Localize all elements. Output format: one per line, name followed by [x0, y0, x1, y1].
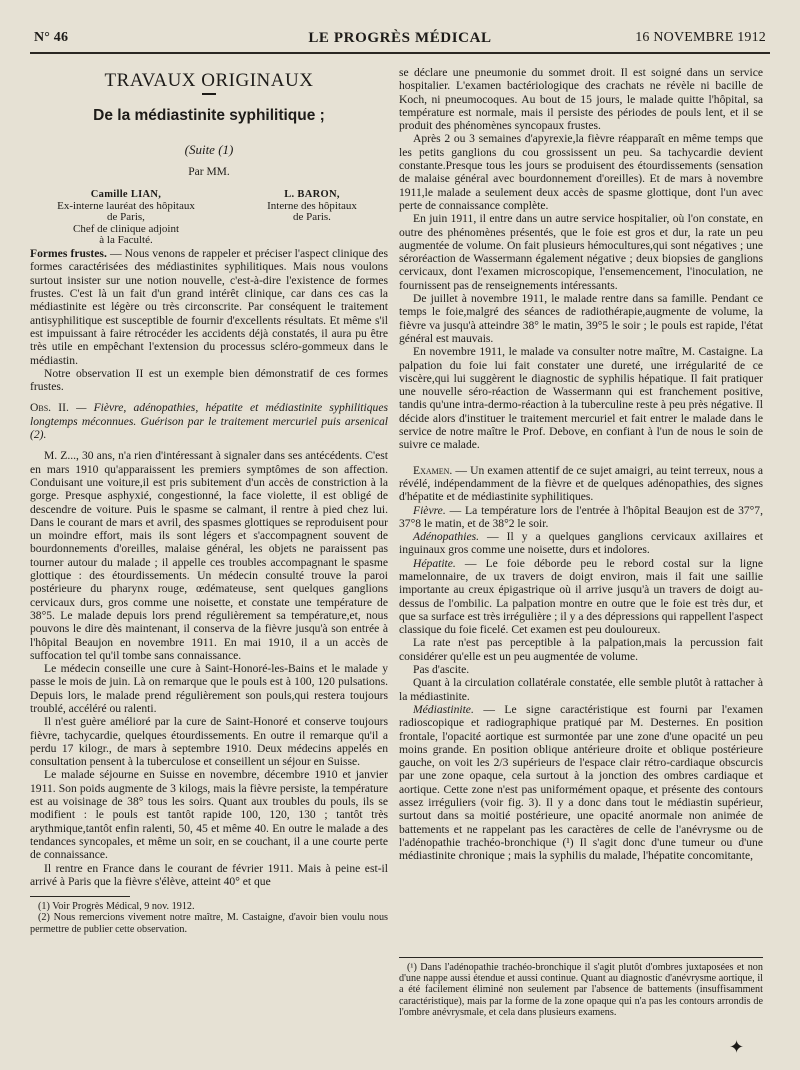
- paragraph: [399, 703, 763, 863]
- run-in-heading: Hépatite.: [413, 556, 456, 570]
- paragraph-text: — La température lors de l'entrée à l'hôpital Beaujon est de 37°7, 37°8 le matin, et de 38°2 le soir.: [399, 503, 763, 530]
- author-baron: [238, 189, 386, 224]
- title-dash: [202, 93, 216, 95]
- paragraph: En novembre 1911, le malade va consulter notre maître, M. Castaigne. La palpation du foie lui fait constater une dureté, une irrégularité de ce viscère,qui lui suggèrent le diagnostic de syphilis hépatique. Il fait pratiquer une nouvelle séro-réaction de Wassermann qui est franchement positive, tandis qu'une intra-dermo-réaction à la tuberculine reste à peu près négative. Il décide alors d'instituer le traitement mercuriel et fait entrer le malade dans le service de notre maître le Prof. Debove, en confiant à l'un de nous le soin de suivre ce malade.: [399, 345, 763, 452]
- author-line: de Paris,: [107, 211, 145, 224]
- paragraph: Quant à la circulation collatérale constatée, elle semble plutôt à rattacher à la médiastinite.: [399, 676, 763, 703]
- journal-name: LE PROGRÈS MÉDICAL: [308, 30, 492, 46]
- footnote-rule: [399, 957, 763, 958]
- author-line: à la Faculté.: [99, 234, 153, 247]
- paragraph: [30, 247, 388, 367]
- paragraph-text: — Il y a quelques ganglions cervicaux axillaires et inguinaux gros comme une noisette, durs et indolores.: [399, 530, 763, 557]
- obs-title: — Fièvre, adénopathies, hépatite et médiastinite syphilitiques longtemps méconnues. Guérison par le traitement mercuriel puis arsenical (2).: [30, 401, 388, 442]
- ornament-icon: ✦: [729, 1037, 745, 1057]
- paragraph: Après 2 ou 3 semaines d'apyrexie,la fièvre réapparaît en même temps que les petits ganglions du cou grossissent un peu. Sa tachycardie devient constante.Presque tous les jours se produisent des étourdissements (sensation de malaise général avec bourdonnement d'oreilles). Et de mars à novembre 1911,le malade a seulement deux accès de spasme glottique, dont l'un avec perte de connaissance complète.: [399, 132, 763, 212]
- paragraph: De juillet à novembre 1911, le malade rentre dans sa famille. Pendant ce temps le foie,malgré des séances de radiothérapie,augmente de volume, la fièvre va jusqu'à atteindre 38° le matin, 39°5 le soir ; le pouls est rapide, l'état général est mauvais.: [399, 292, 763, 345]
- paragraph: Il n'est guère amélioré par la cure de Saint-Honoré et conserve toujours fièvre, tachycardie, quelques étourdissements. En outre il remarque qu'il a perdu 17 kilogr., de mars à septembre 1910. Deux médecins appelés en consultation pensent à la tuberculose et conseillent un séjour en Suisse.: [30, 715, 388, 769]
- author-line: Ex-interne lauréat des hôpitaux: [57, 199, 195, 212]
- paragraph: Pas d'ascite.: [413, 663, 470, 677]
- footnote: (¹) Dans l'adénopathie trachéo-bronchique il s'agit plutôt d'ombres juxtaposées et non d'une nappe aussi étendue et aussi continue. Quant au diagnostic d'anévrysme aortique, il a été facilement éliminé non seulement par l'absence de battements (insuffisamment caractéristique), mais par la forme de la zone opaque qui n'a pas les contours arrondis de l'ombre anévrysmale, et cela dans plusieurs examens.: [399, 962, 763, 1018]
- issue-date: 16 NOVEMBRE 1912: [635, 30, 766, 45]
- paragraph: [399, 530, 763, 557]
- observation-heading: [30, 401, 388, 441]
- footnote-rule: [30, 896, 130, 897]
- suite-label: (Suite (1): [184, 141, 234, 157]
- obs-label: Obs. II.: [30, 401, 69, 415]
- author-name: L. BARON,: [284, 189, 340, 201]
- run-in-heading: Examen.: [413, 463, 453, 477]
- paragraph-text: — Le signe caractéristique est fourni par l'examen radioscopique et radiographique pratiqué par M. Desternes. En position frontale, l'opacité aortique est surmontée par une zone d'une opacité un peu moins grande. En position oblique antérieure droite et oblique postérieure gauche, on voit les 2/3 supérieurs de l'espace clair rétro-cardiaque obscurcis par une zone opaque, cela surtout à la jonction des ombres cardiaque et aortique. Cette zone n'est pas uniformément opaque, et présente des contours assez irréguliers (voir fig. 3). Il y a donc dans tout le médiastin supérieur, surtout dans sa moitié postérieure, une opacité anormale non animée de battements et ne rappelant pas les caractères de celle de l'anévrysme ou de l'adénopathie trachéo-bronchique (¹) Il s'agit donc d'une tumeur ou d'une médiastinite chronique ; mais la syphilis du malade, l'hépatite concomitante,: [399, 702, 763, 863]
- paragraph: Notre observation II est un exemple bien démonstratif de ces formes frustes.: [30, 366, 388, 394]
- paragraph: Le médecin conseille une cure à Saint-Honoré-les-Bains et le malade y passe le mois de juin. Là on remarque que le pouls est à 100, 120 pulsations. Depuis lors, le malade prend régulièrement son pouls,qui restera toujours troublé, accéléré ou ralenti.: [30, 662, 388, 715]
- run-in-heading: Formes frustes.: [30, 247, 107, 261]
- paragraph: Le malade séjourne en Suisse en novembre, décembre 1910 et janvier 1911. Son poids augmente de 3 kilogs, mais la fièvre persiste, la température est au voisinage de 38° tous les soirs. Quant aux troubles du pouls, ils se modifient : le pouls est tantôt rapide 100, 120, 130 ; tantôt très arythmique,tantôt enfin ralenti, 50, 45 et même 40. En outre le malade a des tendances syncopales, et même un soir, en se couchant, il a une courte perte de connaissance.: [30, 768, 388, 862]
- paragraph: La rate n'est pas perceptible à la palpation,mais la percussion fait considérer qu'elle est un peu augmentée de volume.: [399, 636, 763, 663]
- paragraph: Il rentre en France dans le courant de février 1911. Mais à peine est-il arrivé à Paris que la fièvre s'élève, atteint 40° et que: [30, 861, 388, 888]
- run-in-heading: Fièvre.: [413, 503, 446, 517]
- paragraph: se déclare une pneumonie du sommet droit. Il est soigné dans un service hospitalier. L'examen bactériologique des crachats ne révèle ni bacille de Koch, ni pneumocoques. Au bout de 15 jours, le malade quitte l'hôpital, sa température est normale, mais il persiste des périodes de pouls lent, et il se produit des phénomènes syncopaux frustes.: [399, 66, 763, 133]
- author-name: Camille LIAN,: [90, 189, 162, 201]
- right-column: [399, 66, 763, 863]
- paragraph: En juin 1911, il entre dans un autre service hospitalier, où l'on constate, en outre des phénomènes présentés, que le foie est gros et dur, la rate un peu augmentée de volume. On fait plusieurs hémocultures,qui sont négatives ; une séroréaction de Wassermann également négative ; deux biopsies de ganglions cervicaux, dont l'examen microscopique, l'ensemencement, l'inoculation, ne fournissent pas de renseignements intéressants.: [399, 212, 763, 292]
- author-line: Chef de clinique adjoint: [73, 222, 179, 235]
- section-title: TRAVAUX ORIGINAUX: [104, 70, 314, 91]
- par-label: Par MM.: [188, 165, 230, 178]
- paragraph: [399, 504, 763, 531]
- paragraph: [399, 464, 763, 504]
- paragraph: [399, 557, 763, 637]
- paragraph-text: — Un examen attentif de ce sujet amaigri, au teint terreux, nous a révélé, indépendamment de la fièvre et de quelques adénopathies, des signes d'hépatite et de médiastinite syphilitiques.: [399, 463, 763, 504]
- running-head: [34, 30, 766, 50]
- header-rule: [30, 52, 770, 54]
- authors: [30, 189, 388, 247]
- paragraph: M. Z..., 30 ans, n'a rien d'intéressant à signaler dans ses antécédents. C'est en mars 1910 qu'apparaissent les premiers symptômes de son affection. Conduisant une voiture,il est pris subitement d'un accès de constriction à la gorge. Presque asphyxié, congestionné, la face violette, il est obligé de descendre de voiture. Puis le spasme se calmant, il rentre à pied chez lui. Dans le courant de mars et avril, des spasmes glottiques se reproduisent pour un moindre effort, mais ils sont légers et s'accompagnent souvent de bourdonnements d'oreilles, malaise général, les objets ne paraissent pas tourner autour du malade ; il appelle ces troubles accompagnant le spasme glottique : des étourdissements. Un médecin consulté trouve la paroi postérieure du pharynx rouge, œdémateuse, sent quelques ganglions cervicaux durs, gros comme une noisette, et constate une température de 38°5. Le malade depuis lors prend régulièrement sa température,et, nous pouvons le dire dès maintenant, il conserva de la fièvre jusqu'à son entrée à l'hôpital Beaujon en novembre 1911. En mai 1910, il a un accès de suffocation tel qu'il tombe sans connaissance.: [30, 449, 388, 662]
- article-title: De la médiastinite syphilitique ;: [93, 107, 325, 125]
- footnote: (1) Voir Progrès Médical, 9 nov. 1912.: [38, 901, 195, 913]
- author-line: de Paris.: [293, 211, 331, 224]
- footnote: (2) Nous remercions vivement notre maître, M. Castaigne, d'avoir bien voulu nous permettre de publier cette observation.: [30, 912, 388, 935]
- left-column: [30, 60, 388, 935]
- paragraph-text: — Nous venons de rappeler et préciser l'aspect clinique des formes caractérisées des médiastinites syphilitiques. Mais nous voulons surtout insister sur une notion nouvelle, c'est-à-dire l'existence de formes frustes. C'est là un fait d'un grand intérêt clinique, car dans ces cas la médiastinite est légère ou très circonscrite. Par conséquent le traitement antisyphilitique est susceptible de fournir d'excellents résultats. Et même s'il est impuissant à faire rétrocéder les accidents déjà constatés, il aura pu être très utile en empêchant l'extension du processus scléro-gommeux dans le médiastin.: [30, 247, 388, 367]
- run-in-heading: Adénopathies.: [413, 530, 480, 544]
- paragraph-text: — Le foie déborde peu le rebord costal sur la ligne mamelonnaire, de ux travers de doigt environ, mais il fait une saillie importante au creux épigastrique où il arrive jusqu'à un travers de doigt au-dessus de l'ombilic. La palpation montre en outre que le foie est très dur, et que sa surface est très irrégulière ; il y a des dépressions qui rappellent l'aspect classique du foie ficelé. Cet examen est peu douloureux.: [399, 556, 763, 637]
- author-line: Interne des hôpitaux: [267, 199, 357, 212]
- run-in-heading: Médiastinite.: [413, 702, 474, 716]
- author-lian: [36, 189, 216, 247]
- page-number: N° 46: [34, 30, 69, 45]
